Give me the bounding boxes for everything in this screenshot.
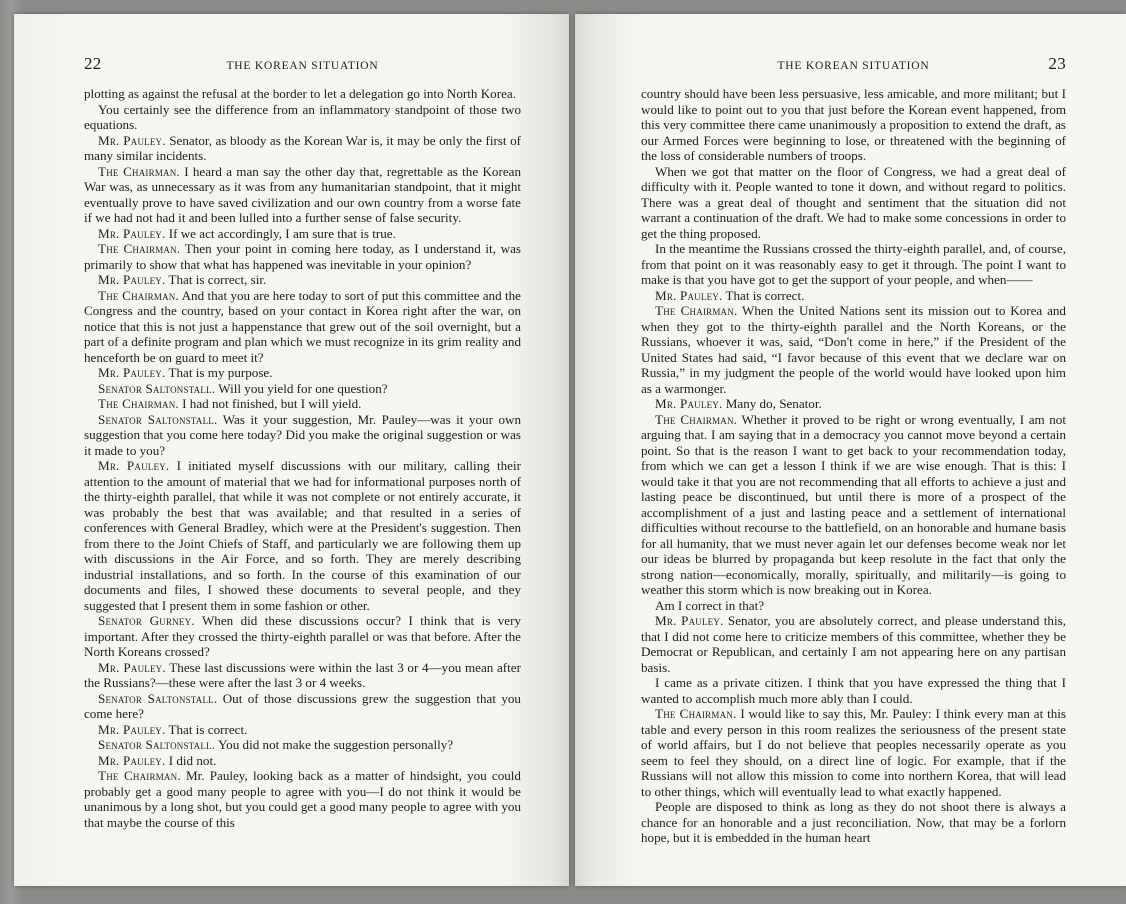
paragraph-text: You certainly see the difference from an inflammatory standpoint of those two equations. [84,101,521,132]
paragraph-text: I did not. [168,752,217,768]
speaker-name: Mr. Pauley. [98,272,166,287]
transcript-paragraph [641,706,1066,799]
paragraph-text: If we act accordingly, I am sure that is true. [168,225,396,241]
transcript-paragraph [641,412,1066,598]
speaker-name: The Chairman. [98,163,180,179]
speaker-name: Mr. Pauley. [98,225,166,241]
speaker-name: Mr. Pauley. [655,396,723,411]
paragraph-text: I would like to say this, Mr. Pauley: I think every man at this table and every person in this room realizes the seriousness of the present state of world affairs, but I do not believe that peoples necessarily operate as you seem to feel they should, on a direct line of logic. For example, that if the Russians will not allow this mission to come into northern Korea, that will lead to other things, which will eventually lead to what exactly happened. [641,706,1066,799]
speaker-name: Senator Saltonstall. [98,411,218,427]
paragraph-text: Senator, you are absolutely correct, and please understand this, that I did not come here to criticize members of this committee, whether they be Democrat or Republican, and certainly I am not appearing here on any partisan basis. [641,613,1066,675]
speaker-name: The Chairman. [98,241,181,256]
transcript-paragraph [84,226,521,242]
paragraph-text: And that you are here today to sort of put this committee and the Congress and the country, based on your contact in Korea right after the war, on notice that this is not just a happenstance that grew out of the soil overnight, but a part of a definite program and plan which we must recognize in its grim reality and henceforth be on guard to meet it? [84,287,521,365]
transcript-paragraph [641,675,1066,706]
speaker-name: Mr. Pauley. [98,752,166,768]
transcript-paragraph [641,799,1066,846]
speaker-name: Mr. Pauley. [98,365,166,380]
paragraph-text: Whether it proved to be right or wrong eventually, I am not arguing that. I am saying that in a democracy you cannot move beyond a certain point. So that is the reason I want to get back to your recommendation today, from which we can get a lesson I think if we are wise enough. That is this: I would take it that you are not recommending that all efforts to achieve a just and lasting peace be discontinued, but until there is more of a prospect of the accomplishment of a just and lasting peace and a settlement of international difficulties without recourse to the battlefield, on an honorable and humane basis for all humanity, that we must never again let our defenses become weak nor let our ideas be blurred by propaganda but keep resolute in the fact that only the strong nation—economically, morally, spiritually, and militarily—is going to weather this storm which is now breaking out in Korea. [641,411,1066,597]
paragraph-text: These last discussions were within the last 3 or 4—you mean after the Russians?—these were after the last 3 or 4 weeks. [84,659,521,690]
speaker-name: Mr. Pauley. [98,659,166,675]
transcript-paragraph [84,288,521,366]
paragraph-text: That is correct. [725,287,805,303]
speaker-name: Senator Saltonstall. [98,380,216,396]
right-page-header [641,56,1066,86]
transcript-paragraph [641,288,1066,304]
transcript-paragraph [84,164,521,226]
paragraph-text: That is correct, sir. [168,272,267,287]
transcript-paragraph [84,737,521,753]
paragraph-text: I came as a private citizen. I think that you have expressed the thing that I wanted to accomplish much more ably than I could. [641,675,1066,706]
transcript-paragraph [641,598,1066,614]
paragraph-text: People are disposed to think as long as they do not shoot there is always a chance for an honorable and a just reconciliation. Now, that may be a forlorn hope, but it is embedded in the human heart [641,799,1066,845]
paragraph-text: When we got that matter on the floor of Congress, we had a great deal of difficulty with it. People wanted to tone it down, and without regard to politics. There was a great deal of thought and sentiment that the situation did not warrant a continuation of the draft. We had to make some concessions in order to get the thing proposed. [641,163,1066,241]
transcript-paragraph [641,86,1066,164]
paragraph-text: Senator, as bloody as the Korean War is, it may be only the first of many similar incidents. [84,132,521,163]
paragraph-text: I had not finished, but I will yield. [182,396,362,411]
transcript-paragraph [84,613,521,660]
paragraph-text: In the meantime the Russians crossed the thirty-eighth parallel, and, of course, from that point on it was reasonably easy to get it through. The point I want to make is that you have got to get the support of your people, and when—— [641,241,1066,287]
transcript-paragraph [84,241,521,272]
paragraph-text: Then your point in coming here today, as I understand it, was primarily to show that what has happened was inevitable in your opinion? [84,241,521,272]
transcript-paragraph [84,660,521,691]
right-running-title: THE KOREAN SITUATION [777,60,930,72]
paragraph-text: That is correct. [168,721,248,737]
speaker-name: Mr. Pauley. [98,132,166,148]
paragraph-text: Was it your suggestion, Mr. Pauley—was it your own suggestion that you come here today? Did you make the original suggestion or was it made to you? [84,411,521,458]
right-page [575,14,1126,886]
speaker-name: Mr. Pauley. [98,721,166,737]
speaker-name: Senator Saltonstall. [98,690,218,706]
paragraph-text: Out of those discussions grew the suggestion that you come here? [84,690,521,721]
transcript-paragraph [84,381,521,397]
transcript-paragraph [84,753,521,769]
left-page [14,14,569,886]
paragraph-text: You did not make the suggestion personally? [218,737,454,752]
paragraph-text: country should have been less persuasive, less amicable, and more militant; but I would like to point out to you that just before the Korean event happened, from this very committee there came unanimously a proposition to extend the draft, as our Armed Forces were beginning to lose, or threatened with the beginning of the loss of considerable numbers of troops. [641,86,1066,163]
transcript-paragraph [84,272,521,288]
transcript-paragraph [84,365,521,381]
transcript-paragraph [641,303,1066,396]
paragraph-text: Mr. Pauley, looking back as a matter of hindsight, you could probably get a good many people to agree with you—I do not think it would be unanimous by a long shot, but you could get a good many people to agree with you that maybe the course of this [84,768,521,830]
transcript-paragraph [84,102,521,133]
transcript-paragraph [84,458,521,613]
transcript-paragraph [641,396,1066,412]
speaker-name: The Chairman. [98,287,179,303]
speaker-name: Senator Saltonstall. [98,737,216,752]
transcript-paragraph [84,722,521,738]
paragraph-text: Will you yield for one question? [218,380,388,396]
transcript-paragraph [84,86,521,102]
left-page-header [84,56,521,86]
transcript-paragraph [84,412,521,459]
speaker-name: The Chairman. [655,411,738,427]
speaker-name: The Chairman. [98,396,179,411]
paragraph-text: When the United Nations sent its mission out to Korea and when they got to the thirty-eighth parallel and the North Koreans, or the Russians, whoever it was, said, “Don't come in here,” if the President of the United States had said, “I favor because of this event that we declare war on Russia,” in my judgment the people of the world would have looked upon him as a warmonger. [641,303,1066,396]
speaker-name: Mr. Pauley. [655,287,723,303]
paragraph-text: When did these discussions occur? I think that is very important. After they crossed the thirty-eighth parallel or was that before. After the North Koreans crossed? [84,613,521,659]
left-page-body [84,86,521,830]
paragraph-text: plotting as against the refusal at the border to let a delegation go into North Korea. [84,86,516,101]
speaker-name: The Chairman. [655,303,738,318]
right-page-body [641,86,1066,846]
speaker-name: Senator Gurney. [98,613,195,628]
transcript-paragraph [84,691,521,722]
speaker-name: The Chairman. [655,706,737,721]
transcript-paragraph [641,241,1066,288]
transcript-paragraph [84,768,521,830]
left-running-title: THE KOREAN SITUATION [226,60,379,72]
transcript-paragraph [641,613,1066,675]
speaker-name: The Chairman. [98,768,181,783]
paragraph-text: That is my purpose. [168,365,273,380]
paragraph-text: Am I correct in that? [655,597,765,613]
paragraph-text: I heard a man say the other day that, regrettable as the Korean War was, as unnecessary as it was from any humanitarian standpoint, that it might eventually prove to have saved civilization and our own country from a worse fate if we had not had it and been lulled into a further sense of false security. [84,163,521,225]
paragraph-text: I initiated myself discussions with our military, calling their attention to the amount of material that we had for informational purposes north of the thirty-eighth parallel, that while it was not complete or not entirely accurate, it was probably the best that was available; and that resulted in a series of conferences with General Bradley, which were at the President's suggestion. Then from there to the Joint Chiefs of Staff, and particularly we are following them up with discussions in the Air Force, and so forth. They are merely describing industrial installations, and so forth. In the course of this examination of our documents and files, I showed these documents to several people, and they suggested that I present them in some fashion or other. [84,458,521,613]
transcript-paragraph [641,164,1066,242]
right-page-number: 23 [1048,54,1066,73]
speaker-name: Mr. Pauley. [655,613,724,628]
paragraph-text: Many do, Senator. [725,396,822,411]
speaker-name: Mr. Pauley. [98,458,170,473]
transcript-paragraph [84,396,521,412]
transcript-paragraph [84,133,521,164]
left-page-number: 22 [84,54,102,73]
